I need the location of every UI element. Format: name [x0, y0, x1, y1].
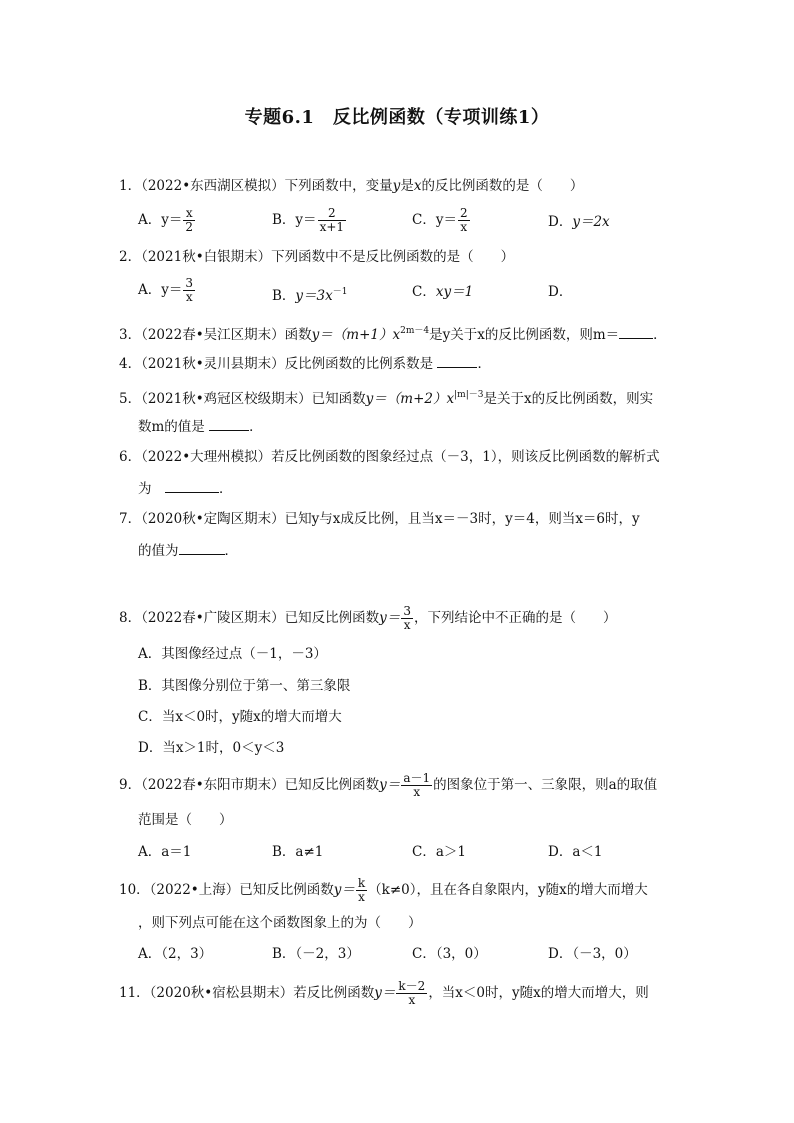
question-2: 2．（2021秋•白银期末）下列函数中不是反比例函数的是（ ） — [119, 249, 515, 265]
question-4: 4．（2021秋•灵川县期末）反比例函数的比例系数是 ． — [119, 353, 491, 374]
q2-option-d: D． — [548, 284, 573, 300]
q1-option-b: B．y＝ $\frac{2}{x+1}$ — [272, 206, 345, 234]
q10-option-c: C．（3，0） — [412, 946, 487, 962]
q8-option-c: C．当x＜0时，y随x的增大而增大 — [138, 709, 342, 725]
q1-option-a: A．y＝ $\frac{x}{2}$ — [138, 206, 194, 234]
q2-option-c: C．xy＝1 — [412, 284, 474, 300]
question-3: 3．（2022春•吴江区期末）函数$y=(m+1)x^{2m-4}$是y关于x的反比例函数，则m＝ ． — [119, 326, 667, 343]
q10-option-b: B．（－2，3） — [272, 946, 360, 962]
q2-option-b: B．$y=3x^{-1}$ — [272, 287, 348, 304]
q1-option-d: D．y＝2x — [548, 214, 610, 230]
q2-option-a: A．y＝ $\frac{3}{x}$ — [138, 276, 194, 304]
question-9: 9．（2022春•东阳市期末）已知反比例函数y＝ $\frac{a-1}{x}$ 的图象位于第一、三象限，则a的取值 — [119, 771, 658, 799]
q10-option-a: A．（2，3） — [138, 946, 213, 962]
question-1: 1．（2022•东西湖区模拟）下列函数中，变量y是x的反比例函数的是（ ） — [119, 178, 584, 194]
q1-option-c: C．y＝ $\frac{2}{x}$ — [412, 206, 468, 234]
q10-option-d: D．（－3，0） — [548, 946, 637, 962]
question-9-line-2: 范围是（ ） — [138, 812, 233, 828]
q9-option-c: C．a＞1 — [412, 844, 466, 860]
question-7-line-2: 的值为 ． — [138, 540, 238, 561]
question-8: 8．（2022春•广陵区期末）已知反比例函数y＝ $\frac{3}{x}$ ，下列结论中不正确的是（ ） — [119, 604, 617, 632]
q9-option-b: B．a≠1 — [272, 844, 324, 860]
q9-option-a: A．a＝1 — [138, 844, 192, 860]
question-6: 6．（2022•大理州模拟）若反比例函数的图象经过点（－3，1），则该反比例函数的解析式 — [119, 449, 660, 465]
q8-option-d: D．当x＞1时，0＜y＜3 — [138, 740, 285, 756]
question-5: 5．（2021秋•鸡冠区校级期末）已知函数$y=(m+2)x^{|m|-3}$是关于x的反比例函数，则实 — [119, 390, 654, 407]
question-11: 11．（2020秋•宿松县期末）若反比例函数y＝ $\frac{k-2}{x}$ ，当x＜0时，y随x的增大而增大，则 — [119, 979, 649, 1007]
question-10-line-2: ，则下列点可能在这个函数图象上的为（ ） — [138, 915, 422, 931]
question-5-line-2: 数m的值是 ． — [138, 416, 263, 437]
question-6-line-2: 为 ． — [138, 478, 233, 499]
q9-option-d: D．a＜1 — [548, 844, 603, 860]
question-10: 10．（2022•上海）已知反比例函数y＝ $\frac{k}{x}$ （k≠0），且在各自象限内，y随x的增大而增大 — [119, 876, 648, 904]
q8-option-b: B．其图像分别位于第一、第三象限 — [138, 678, 351, 694]
page-title: 专题6.1 反比例函数（专项训练1） — [244, 107, 550, 128]
q8-option-a: A．其图像经过点（－1，－3） — [138, 646, 327, 662]
question-7: 7．（2020秋•定陶区期末）已知y与x成反比例，且当x＝－3时，y＝4，则当x＝6时，y — [119, 511, 640, 527]
